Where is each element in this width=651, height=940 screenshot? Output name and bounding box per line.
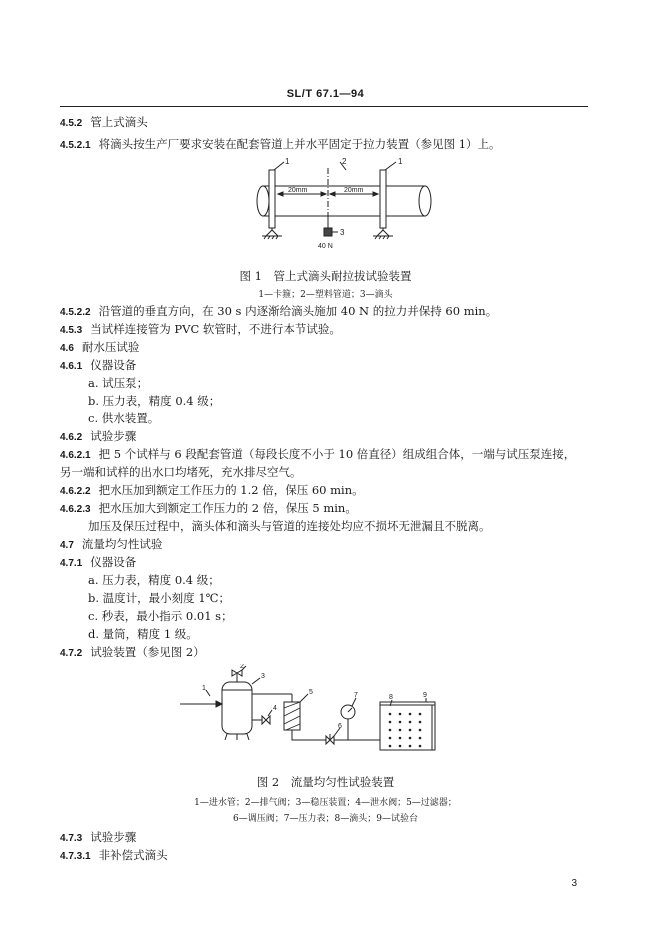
clause-text: 沿管道的垂直方向，在 30 s 内逐渐给滴头施加 40 N 的拉力并保持 60 min。	[98, 304, 498, 318]
callout-2: 2	[240, 664, 244, 670]
clause-text: 把 5 个试样与 6 段配套管道（每段长度不小于 10 倍直径）组成组合体，一端与试压泵连接，	[98, 447, 576, 461]
callout-6: 6	[338, 723, 342, 730]
clause-text: 管上式滴头	[90, 115, 148, 129]
section-heading	[60, 536, 162, 554]
dim-label-left: 20mm	[288, 187, 308, 194]
filter	[284, 702, 300, 730]
clause-number: 4.6.1	[60, 361, 83, 372]
list-item: d. 量筒，精度 1 级。	[88, 627, 198, 641]
figure-2-legend-line-2: 6—调压阀；7—压力表；8—滴头；9—试验台	[233, 814, 418, 824]
clause-number: 4.6.2.2	[60, 486, 91, 497]
section-heading	[60, 339, 139, 357]
inlet-arrow	[216, 701, 222, 707]
subsection-heading	[60, 357, 136, 375]
clause-text: 将滴头按生产厂要求安装在配套管道上并水平固定于拉力装置（参见图 1）上。	[98, 137, 501, 151]
figure-2-caption: 图 2 流量均匀性试验装置	[256, 775, 395, 789]
clause-text: 把水压加大到额定工作压力的 2 倍，保压 5 min。	[98, 501, 357, 515]
paragraph	[60, 321, 341, 339]
callout-5: 5	[309, 689, 313, 696]
pipe-to-regulator	[292, 730, 326, 740]
test-bench	[380, 702, 435, 750]
clause-number: 4.5.2.2	[60, 307, 91, 318]
clause-number: 4.7	[60, 540, 74, 551]
callout-7: 7	[354, 692, 358, 699]
subsection-heading	[60, 428, 136, 446]
clause-number: 4.5.2.1	[60, 140, 91, 151]
list-item: a. 压力表，精度 0.4 级；	[88, 573, 220, 587]
subsection-heading	[60, 847, 168, 865]
paragraph	[60, 303, 497, 321]
list-item: a. 试压泵；	[88, 376, 149, 390]
clause-text: 耐水压试验	[81, 340, 140, 354]
paragraph: 加压及保压过程中，滴头体和滴头与管道的连接处均应不损坏无泄漏且不脱离。	[88, 519, 491, 533]
list-item: b. 压力表，精度 0.4 级；	[88, 394, 221, 408]
callout-2: 2	[342, 157, 347, 166]
force-label: 40 N	[318, 243, 333, 250]
clause-number: 4.6.2	[60, 432, 83, 443]
figure-2-legend-line-1: 1—进水管；2—排气阀；3—稳压装置；4—泄水阀；5—过滤器；	[194, 798, 457, 808]
dripper-grid	[389, 713, 422, 748]
callout-1-left: 1	[285, 157, 290, 166]
clause-text: 试验装置（参见图 2）	[90, 645, 205, 659]
figure-1-legend: 1—卡箍；2—塑料管道；3—滴头	[258, 290, 393, 300]
dripper-weight	[324, 228, 332, 236]
clause-number: 4.7.3	[60, 833, 83, 844]
clause-text: 流量均匀性试验	[81, 537, 163, 551]
pipe-left-end	[257, 186, 269, 216]
figure-1-caption: 图 1 管上式滴头耐拉拔试验装置	[239, 269, 412, 283]
clause-number: 4.6.2.1	[60, 450, 91, 461]
callout-8: 8	[389, 694, 393, 701]
dim-label-right: 20mm	[344, 187, 364, 194]
right-clamp	[380, 170, 386, 228]
list-item: c. 供水装置。	[88, 411, 160, 425]
pipe-right-end	[419, 186, 431, 216]
callout-4: 4	[273, 705, 277, 712]
callout-3: 3	[340, 228, 345, 237]
subsection-heading	[60, 554, 136, 572]
page-number: 3	[571, 878, 577, 889]
paragraph	[60, 482, 364, 500]
paragraph-continuation: 另一端和试样的出水口均堵死，充水排尽空气。	[60, 465, 302, 479]
callout-3: 3	[261, 673, 265, 680]
list-item: c. 秒表，最小指示 0.01 s；	[88, 609, 233, 623]
clause-number: 4.5.2	[60, 118, 83, 129]
paragraph	[60, 446, 575, 464]
left-clamp	[269, 170, 275, 228]
clause-number: 4.5.3	[60, 325, 83, 336]
clause-text: 仪器设备	[90, 358, 137, 372]
clause-text: 非补偿式滴头	[98, 848, 168, 862]
clause-text: 试验步骤	[90, 429, 137, 443]
clause-number: 4.6	[60, 343, 74, 354]
clause-number: 4.7.2	[60, 648, 83, 659]
clause-text: 仪器设备	[90, 555, 137, 569]
clause-number: 4.7.3.1	[60, 851, 91, 862]
document-code: SL/T 67.1—94	[286, 88, 365, 100]
callout-1: 1	[202, 685, 206, 692]
paragraph	[60, 500, 357, 518]
clause-number: 4.7.1	[60, 558, 83, 569]
header-rule	[60, 106, 588, 107]
paragraph	[60, 136, 501, 154]
list-item: b. 温度计，最小刻度 1℃；	[88, 591, 231, 605]
clause-text: 试验步骤	[90, 830, 137, 844]
subsection-heading	[60, 829, 136, 847]
callout-9: 9	[423, 692, 427, 699]
clause-number: 4.6.2.3	[60, 504, 91, 515]
clause-text: 把水压加到额定工作压力的 1.2 倍，保压 60 min。	[98, 483, 364, 497]
figure-1-diagram	[230, 156, 440, 268]
figure-2-diagram	[180, 664, 440, 768]
drain-valve-icon	[262, 716, 270, 724]
section-heading	[60, 114, 148, 132]
callout-1-right: 1	[398, 157, 403, 166]
clause-text: 当试样连接管为 PVC 软管时，不进行本节试验。	[90, 322, 341, 336]
subsection-heading	[60, 644, 205, 662]
